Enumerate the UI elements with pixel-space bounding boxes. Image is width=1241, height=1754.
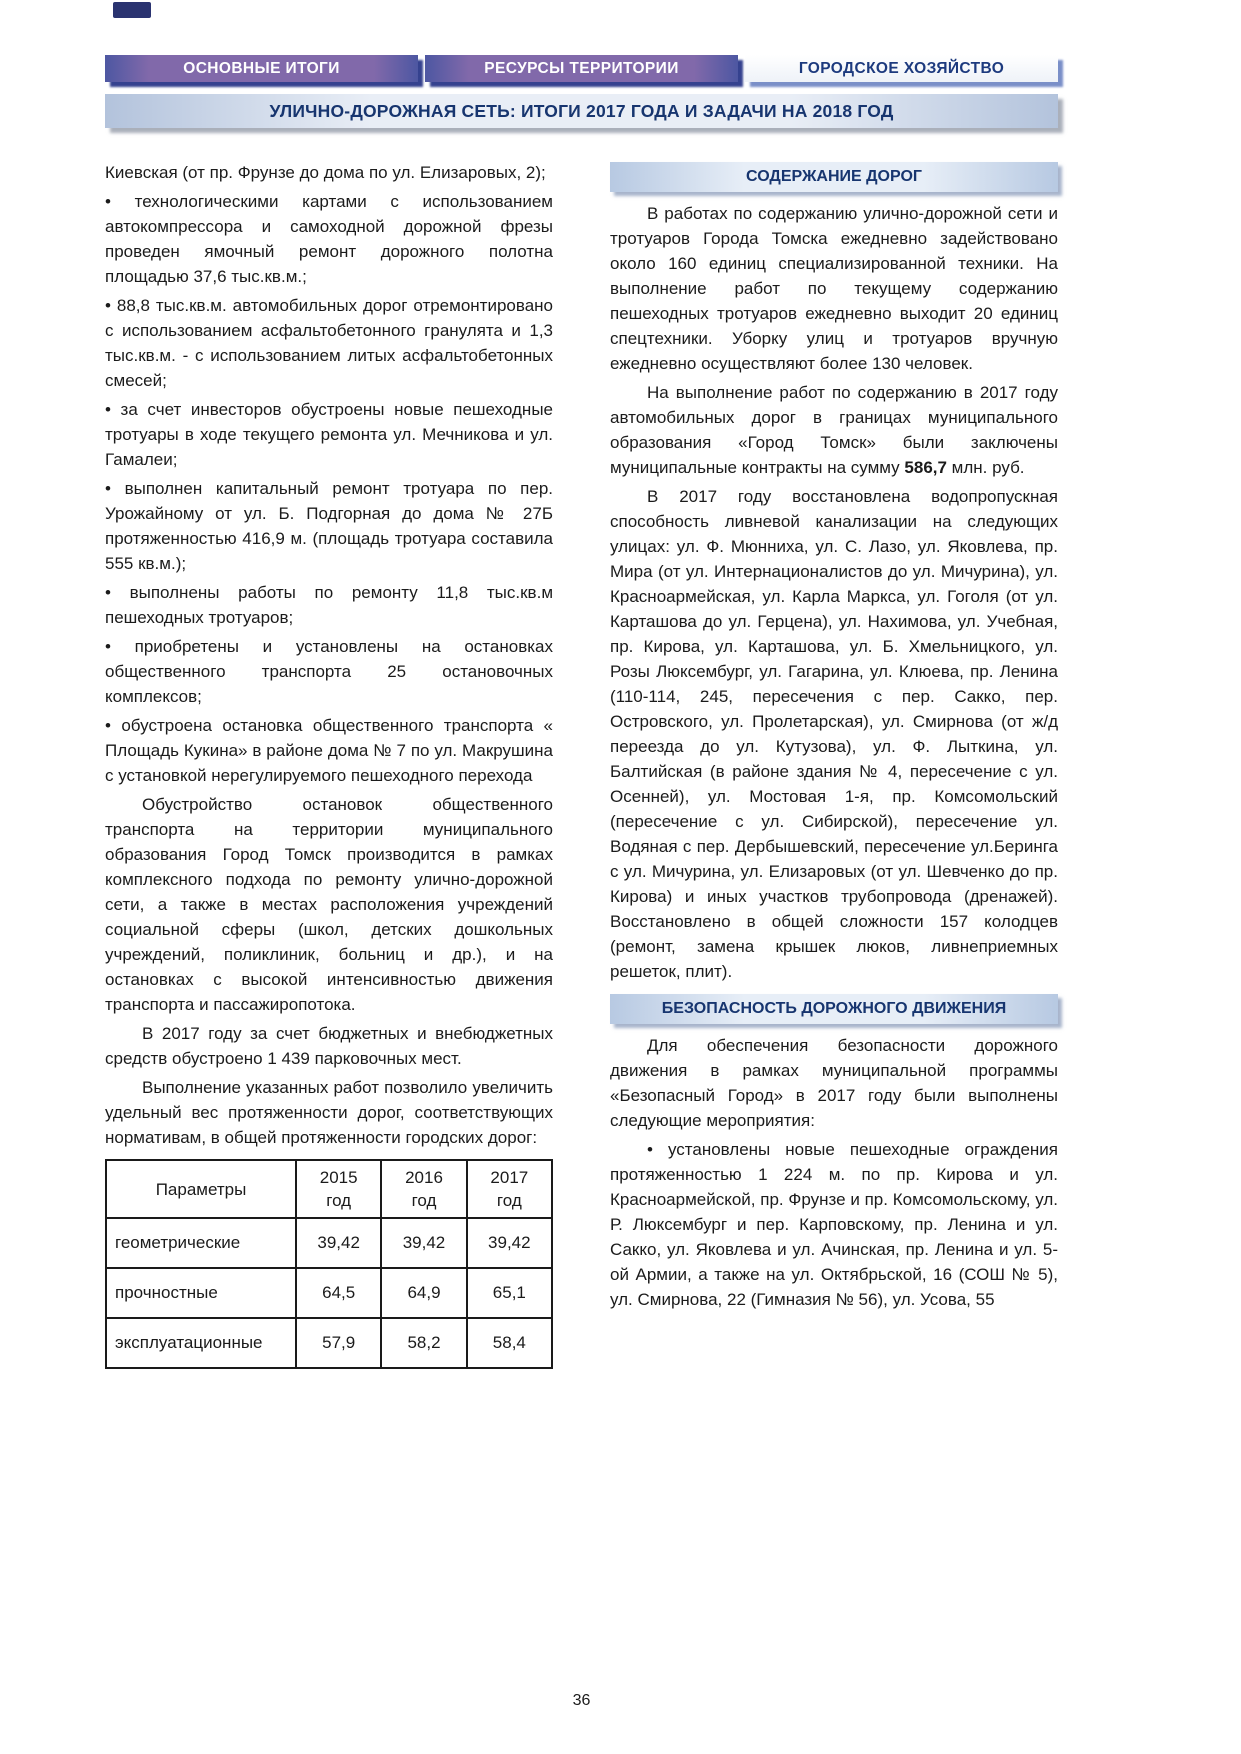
paragraph: Для обеспечения безопасности дорожного движения в рамках муниципальной программы «Безопасный Город» в 2017 году были выполнены следующие мероприятия: [610, 1036, 1058, 1130]
cell-value: 39,42 [296, 1218, 381, 1268]
bullet-item: • обустроена остановка общественного транспорта « Площадь Кукина» в районе дома № 7 по ул. Макрушина с установкой нерегулируемого пешеходного перехода [105, 716, 553, 785]
table-header-2017 [467, 1160, 552, 1218]
text-segment: На выполнение работ по содержанию в 2017 году автомобильных дорог в границах муниципального образования «Город Томск» были заключены муниципальные контракты на сумму [610, 383, 1058, 477]
paragraph-continuation: Киевская (от пр. Фрунзе до дома по ул. Елизаровых, 2); [105, 163, 546, 182]
table-row-operational [106, 1318, 552, 1368]
bullet-item: • технологическими картами с использованием автокомпрессора и самоходной дорожной фрезы проведен ямочный ремонт дорожного полотна площадью 37,6 тыс.кв.м.; [105, 192, 553, 286]
cell-value: 64,5 [296, 1268, 381, 1318]
table-header-2016 [381, 1160, 466, 1218]
year-label: 2017 [490, 1168, 529, 1187]
bullet-item: • выполнен капитальный ремонт тротуара по пер. Урожайному от ул. Б. Подгорная до дома № 27Б протяженностью 416,9 м. (площадь тротуара составила 555 кв.м.); [105, 479, 553, 573]
bullet-item: • 88,8 тыс.кв.м. автомобильных дорог отремонтировано с использованием асфальтобетонного гранулята и 1,3 тыс.кв.м. - с использованием литых асфальтобетонных смесей; [105, 296, 553, 390]
bullet-item: • за счет инвесторов обустроены новые пешеходные тротуары в ходе текущего ремонта ул. Мечникова и ул. Гамалеи; [105, 400, 553, 469]
row-label: прочностные [106, 1268, 296, 1318]
year-label: 2016 [405, 1168, 443, 1187]
row-label: геометрические [106, 1218, 296, 1268]
paragraph: Обустройство остановок общественного транспорта на территории муниципального образования Город Томск производится в рамках комплексного подхода по ремонту улично-дорожной сети, а также в местах расположения учреждений социальной сферы (школ, детских дошкольных учреждений, поликлиник, больниц и др.), и на остановках с высокой интенсивностью движения транспорта и пассажиропотока. [105, 795, 553, 1014]
table-header-2015 [296, 1160, 381, 1218]
text-segment: млн. руб. [946, 458, 1025, 477]
paragraph [610, 380, 1058, 480]
table-header-row [106, 1160, 552, 1218]
cell-value: 57,9 [296, 1318, 381, 1368]
cell-value: 39,42 [381, 1218, 466, 1268]
paragraph: В 2017 году восстановлена водопропускная способность ливневой канализации на следующих улицах: ул. Ф. Мюнниха, ул. С. Лазо, ул. Яковлева, пр. Мира (от ул. Интернационалистов до ул. Мичурина), ул. Красноармейская, ул. Карла Маркса, ул. Гоголя (от ул. Карташова до ул. Герцена), ул. Нахимова, ул. Учебная, пр. Кирова, ул. Карташова, ул. Б. Хмельницкого, ул. Розы Люксембург, ул. Гагарина, ул. Клюева, пр. Ленина (110-114, 245, пересечения с пер. Сакко, пер. Островского, ул. Пролетарская), ул. Смирнова (от ж/д переезда до ул. Кутузова), ул. Ф. Лыткина, ул. Балтийская (в районе здания № 4, пересечение с ул. Осенней), ул. Мостовая 1-я, пр. Комсомольский (пересечение с ул. Сибирской), пересечение ул. Водяная с пер. Дербышевский, пересечение ул.Беринга с ул. Мичурина, ул. Елизаровых (от ул. Шевченко до пр. Кирова) и иных участков трубопровода (дренажей). Восстановлено в общей сложности 157 колодцев (ремонт, замена крышек люков, ливнеприемных решеток, плит). [610, 487, 1058, 981]
right-column [610, 160, 1058, 1369]
cell-value: 58,4 [467, 1318, 552, 1368]
paragraph: В 2017 году за счет бюджетных и внебюджетных средств обустроено 1 439 парковочных мест. [105, 1024, 553, 1068]
table-row-strength [106, 1268, 552, 1318]
tab-main-results: ОСНОВНЫЕ ИТОГИ [105, 55, 418, 82]
row-label: эксплуатационные [106, 1318, 296, 1368]
table-header-parameters: Параметры [106, 1160, 296, 1218]
table-row-geometric [106, 1218, 552, 1268]
year-word: год [496, 1191, 522, 1210]
bold-amount: 586,7 [904, 458, 947, 477]
cell-value: 64,9 [381, 1268, 466, 1318]
page-number: 36 [572, 1692, 591, 1709]
content-columns [105, 160, 1058, 1369]
section-header-road-safety: БЕЗОПАСНОСТЬ ДОРОЖНОГО ДВИЖЕНИЯ [610, 994, 1058, 1024]
tab-territory-resources: РЕСУРСЫ ТЕРРИТОРИИ [425, 55, 738, 82]
bullet-item: • установлены новые пешеходные ограждения протяженностью 1 224 м. по пр. Кирова и ул. Красноармейской, пр. Фрунзе и пр. Комсомольскому, ул. Р. Люксембург и пер. Карповскому, пр. Ленина и ул. Сакко, ул. Яковлева и ул. Ачинская, пр. Ленина и ул. 5-ой Армии, а также на ул. Октябрьской, 16 (СОШ № 5), ул. Смирнова, 22 (Гимназия № 56), ул. Усова, 55 [610, 1140, 1058, 1309]
left-column [105, 160, 553, 1369]
cell-value: 58,2 [381, 1318, 466, 1368]
cell-value: 39,42 [467, 1218, 552, 1268]
paragraph: Выполнение указанных работ позволило увеличить удельный вес протяженности дорог, соответствующих нормативам, в общей протяженности городских дорог: [105, 1078, 553, 1147]
tab-city-economy: ГОРОДСКОЕ ХОЗЯЙСТВО [745, 55, 1058, 82]
page-title: УЛИЧНО-ДОРОЖНАЯ СЕТЬ: ИТОГИ 2017 ГОДА И ЗАДАЧИ НА 2018 ГОД [105, 94, 1058, 128]
year-word: год [326, 1191, 352, 1210]
year-label: 2015 [319, 1168, 358, 1187]
road-standards-table [105, 1159, 553, 1369]
paragraph: В работах по содержанию улично-дорожной сети и тротуаров Города Томска ежедневно задействовано около 160 единиц специализированной техники. На выполнение работ по текущему содержанию пешеходных тротуаров ежедневно выходит 20 единиц спецтехники. Уборку улиц и тротуаров вручную ежедневно осуществляют более 130 человек. [610, 204, 1058, 373]
bullet-item: • приобретены и установлены на остановках общественного транспорта 25 остановочных комплексов; [105, 637, 553, 706]
section-header-road-maintenance: СОДЕРЖАНИЕ ДОРОГ [610, 162, 1058, 192]
cell-value: 65,1 [467, 1268, 552, 1318]
header-tabs [105, 55, 1058, 82]
bullet-item: • выполнены работы по ремонту 11,8 тыс.кв.м пешеходных тротуаров; [105, 583, 553, 627]
year-word: год [411, 1191, 437, 1210]
corner-mark [113, 2, 151, 18]
